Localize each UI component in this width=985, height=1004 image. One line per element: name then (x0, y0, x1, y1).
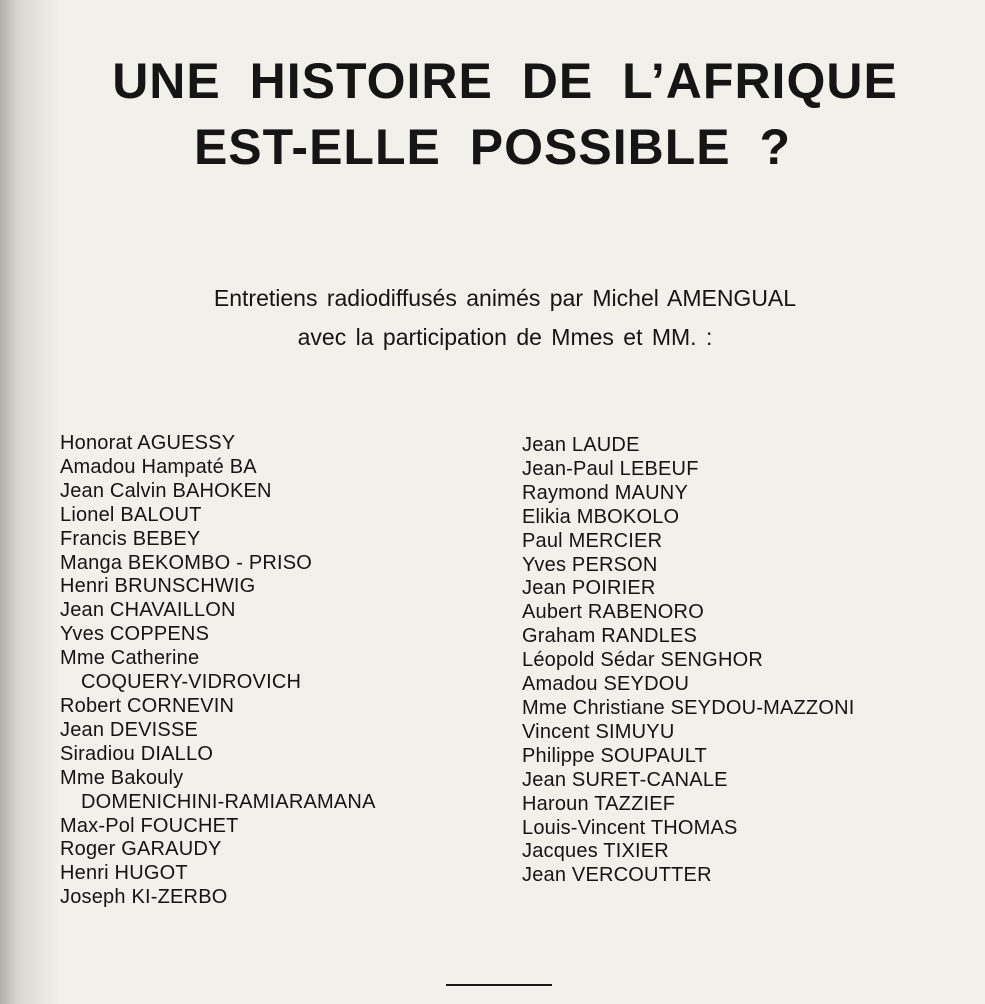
participant-name: Jean LAUDE (522, 434, 640, 456)
participant-name: Amadou SEYDOU (522, 673, 690, 696)
participant-name: Siradiou DIALLO (60, 742, 214, 765)
participants-left-column (60, 432, 376, 910)
title-line-2: EST-ELLE POSSIBLE ? (193, 119, 792, 175)
participant-name: Robert CORNEVIN (60, 694, 235, 717)
participant-name: Mme Christiane SEYDOU-MAZZONI (522, 696, 855, 719)
participant-name: Elikia MBOKOLO (522, 505, 680, 528)
participant-name-continued: DOMENICHINI-RAMIARAMANA (81, 790, 376, 813)
participant-name: Amadou Hampaté BA (60, 455, 257, 478)
participants-right-column (522, 434, 855, 888)
participant-name: Yves COPPENS (60, 623, 210, 646)
participant-name: Henri HUGOT (60, 862, 188, 885)
participant-name: Manga BEKOMBO - PRISO (60, 551, 313, 574)
participant-name: Jean CHAVAILLON (60, 599, 236, 622)
participant-name: Honorat AGUESSY (60, 432, 236, 454)
participant-name: Graham RANDLES (522, 625, 698, 648)
participant-name: Lionel BALOUT (60, 503, 202, 526)
participant-name: Mme Catherine (60, 647, 200, 670)
participant-name: Henri BRUNSCHWIG (60, 575, 256, 598)
participant-name: Léopold Sédar SENGHOR (522, 649, 763, 672)
participant-name: Jean-Paul LEBEUF (522, 457, 699, 480)
participant-name: Jean DEVISSE (60, 718, 199, 741)
participant-name: Jean VERCOUTTER (522, 864, 712, 887)
participant-name: Roger GARAUDY (60, 838, 222, 861)
participant-name: Jacques TIXIER (522, 840, 669, 863)
subtitle-line-2: avec la participation de Mmes et MM. : (297, 324, 713, 350)
participant-name: Vincent SIMUYU (522, 720, 675, 743)
title-line-1: UNE HISTOIRE DE L’AFRIQUE (112, 53, 898, 109)
participant-name: Jean SURET-CANALE (522, 768, 728, 791)
participant-name: Philippe SOUPAULT (522, 744, 707, 767)
section-divider (446, 984, 552, 986)
participant-name: Haroun TAZZIEF (522, 792, 676, 815)
participant-name: Jean Calvin BAHOKEN (60, 479, 272, 502)
participant-name: Raymond MAUNY (522, 481, 688, 504)
participant-name: Francis BEBEY (60, 527, 201, 550)
participant-name: Aubert RABENORO (522, 601, 704, 624)
participant-name: Paul MERCIER (522, 529, 663, 552)
participant-name: Joseph KI-ZERBO (60, 886, 228, 909)
participant-name: Jean POIRIER (522, 577, 656, 600)
participant-name-continued: COQUERY-VIDROVICH (81, 671, 302, 694)
participant-name: Max-Pol FOUCHET (60, 814, 239, 837)
participant-name: Mme Bakouly (60, 766, 184, 789)
subtitle-line-1: Entretiens radiodiffusés animés par Michel AMENGUAL (213, 285, 797, 311)
participant-name: Louis-Vincent THOMAS (522, 816, 738, 839)
participant-name: Yves PERSON (522, 553, 658, 576)
